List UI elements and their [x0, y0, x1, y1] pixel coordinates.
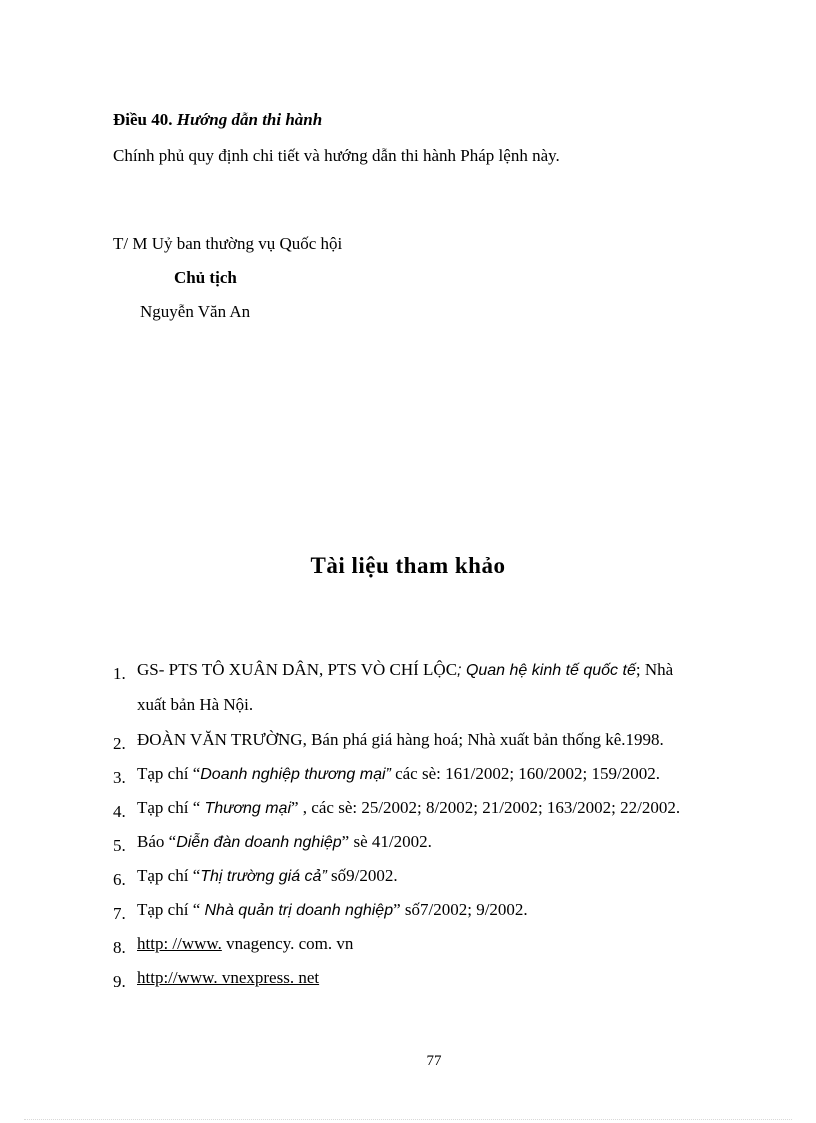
- reference-prefix: Tạp chí “: [137, 866, 201, 885]
- reference-item: [137, 968, 319, 988]
- reference-issues: số9/2002.: [326, 866, 398, 885]
- reference-number: 7.: [113, 904, 126, 923]
- article-heading: [113, 110, 322, 130]
- reference-number: 1.: [113, 664, 126, 683]
- reference-title: Thương mại: [204, 800, 292, 817]
- reference-item-continuation: xuất bản Hà Nội.: [137, 695, 254, 714]
- reference-title: Thị trường giá cả”: [200, 868, 327, 885]
- reference-item: [137, 934, 353, 954]
- article-body: Chính phủ quy định chi tiết và hướng dẫn thi hành Pháp lệnh này.: [113, 146, 560, 165]
- reference-issues: ” , các sè: 25/2002; 8/2002; 21/2002; 163/2002; 22/2002.: [291, 798, 681, 817]
- reference-number: 4.: [113, 802, 126, 821]
- reference-issues: ” sè 41/2002.: [341, 832, 432, 851]
- article-number: Điều 40.: [113, 110, 173, 129]
- reference-issues: các sè: 161/2002; 160/2002; 159/2002.: [390, 764, 660, 783]
- reference-number: 8.: [113, 938, 126, 957]
- reference-link[interactable]: http://www. vnexpress. net: [137, 968, 320, 987]
- reference-prefix: Tạp chí “: [137, 798, 205, 817]
- reference-authors: GS- PTS TÔ XUÂN DÂN, PTS VÒ CHÍ LỘC: [137, 660, 458, 679]
- reference-number: 5.: [113, 836, 126, 855]
- reference-link-rest: vnagency. com. vn: [221, 934, 354, 953]
- reference-title: ; Quan hệ kinh tế quốc tế: [457, 662, 636, 679]
- references-heading: Tài liệu tham khảo: [310, 553, 506, 578]
- page-number: 77: [426, 1053, 442, 1069]
- signature-name: Nguyễn Văn An: [140, 302, 251, 321]
- article-title: Hướng dẫn thi hành: [176, 110, 323, 129]
- reference-item: [137, 660, 673, 681]
- reference-prefix: Tạp chí “: [137, 764, 201, 783]
- reference-item: [137, 832, 432, 853]
- reference-item: [137, 866, 398, 887]
- reference-publisher: ; Nhà: [635, 660, 674, 679]
- reference-number: 6.: [113, 870, 126, 889]
- reference-title: Diễn đàn doanh nghiệp: [176, 834, 342, 851]
- reference-link[interactable]: http: //www.: [137, 934, 222, 953]
- reference-item: ĐOÀN VĂN TRƯỜNG, Bán phá giá hàng hoá; Nhà xuất bản thống kê.1998.: [137, 730, 664, 749]
- reference-title: Doanh nghiệp thương mại”: [200, 766, 391, 783]
- page-bottom-divider: [24, 1119, 792, 1120]
- signature-organization: T/ M Uỷ ban thường vụ Quốc hội: [113, 234, 343, 253]
- reference-issues: ” số7/2002; 9/2002.: [393, 900, 528, 919]
- reference-item: [137, 798, 680, 819]
- reference-number: 3.: [113, 768, 126, 787]
- reference-item: [137, 764, 660, 785]
- reference-number: 9.: [113, 972, 126, 991]
- reference-number: 2.: [113, 734, 126, 753]
- reference-title: Nhà quản trị doanh nghiệp: [204, 902, 394, 919]
- reference-prefix: Báo “: [137, 832, 177, 851]
- reference-item: [137, 900, 528, 921]
- reference-prefix: Tạp chí “: [137, 900, 205, 919]
- signature-title: Chủ tịch: [174, 268, 237, 287]
